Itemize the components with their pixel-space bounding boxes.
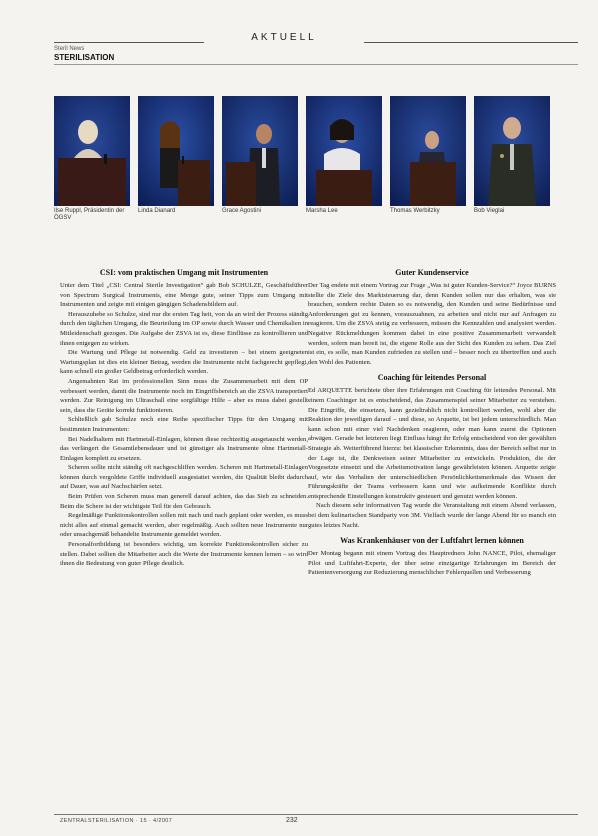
speaker-photo [54,96,130,206]
photo-caption: Grace Agostini [222,208,262,214]
article-paragraph: Herauszuhebe so Schulze, sind nur die ersten Tag heit, von da an wird der Prozess ständig durch den täglichen Umgang, die Beurteilung im OP sowie durch Wasser und Chemikalien in Mitleidenschaft gezogen. Die Aufgabe der ZSVA ist es, diese Einflüsse zu kontrollieren und ihnen entgegen zu wirken. [60,310,308,347]
page-number: 232 [286,817,298,824]
speaker-photo [306,96,382,206]
article-column-left [60,268,308,569]
header-rule-right [364,42,578,43]
article-heading: Guter Kundenservice [395,268,469,277]
article-paragraph: Schließlich gab Schulze noch eine Reihe spezifischer Tipps für den Umgang mit bestimmten Instrumenten: [60,416,308,433]
article-column-right [308,268,556,578]
article-paragraph: Angemahnten Rat im professionellen Sinn muss die Zusammenarbeit mit dem OP verbessert werden, damit die Instrumente noch im Eingriffsbereich an die ZSVA transportiert werden. Zur Reinigung im Ultraschall eine sorgfältige Hilfe – aber es muss dabei gestellt sein, dass die Geräte korrekt funktionieren. [60,377,308,414]
speaker-photo-image [54,96,130,206]
speaker-photo-image [138,96,214,206]
footer-divider [54,814,578,815]
speaker-photo [138,96,214,206]
article-heading: CSI: vom praktischen Umgang mit Instrumenten [99,268,269,277]
page-header [0,0,598,60]
photo-caption: Marsha Lee [306,208,338,214]
header-divider [54,64,578,65]
speaker-photo [474,96,550,206]
article-paragraph: Der Montag begann mit einem Vortrag des Hauptredners John NANCE, Pilot, ehemaliger Pilot und Luftfahrt-Experte, der über seine einzigartige Erfahrungen im Bereich der Patientenversorgung zur Reduzierung menschlicher Fehlerquellen und Verbesserung [308,550,556,577]
header-rule-left [54,42,204,43]
article-paragraph: Ed ARQUETTE berichtete über ihre Erfahrungen mit Coaching für leitendes Personal. Mit einem Coachinger ist es entscheidend, das Zusammenspiel seiner Mitarbeiter zu verstehen. Die Eingriffe, die einsetzen, kann gezieltrahlich nicht kontrolliert werden, wohl aber die Reaktion der jeweiligen darauf – und diese, so Arquette, ist bei jedem unterschiedlich. Man kann schon mit einer viel Nachdenken reagieren, oder man kann zuerst die Optionen abwägen. Gerade bei letzteren liegt Einfluss hängt ihr Erfolg entscheidend von der gewählten Strategie ab. Weiterführend hierzu: bei klassischer Erkenntnis, dass der Bereich selbst nur in der Lage ist, die Denkweisen seiner Mitarbeiter zu entwickeln. Produktion, die der Vorgesetzte einsetzt und die Arbeitsmotivation lange gewährleisten können. Arquette zeigte auf, wie das Verhalten der unterschiedlichen Persönlichkeitsmerkmale das Wissen der Führungskräfte der Teams verbessern kann und wie aufkeimende Konflikte durch entsprechende Einstellungen konstruktiv gesteuert und genutzt werden können. [308,387,556,500]
article-paragraph: Regelmäßige Funktionskontrollen sollen mit nach und nach geplant oder werden, es muss nicht alles auf einmal gemacht werden, aber regelmäßig. Auch sollten neue Instrumente nur oder unsachgemäß behandelte Instrumente gemeldet werden. [60,512,308,539]
article-paragraph: Die Wartung und Pflege ist notwendig. Geld zu investieren – bei einem geeigneten Wartungsplan ist dies ein kleiner Betrag, werden die Instrumente nicht fachgerecht gepflegt, kann schnell ein großer Geldbetrag erforderlich werden. [60,349,308,376]
article-paragraph: Beim Prüfen von Scheren muss man generell darauf achten, das das Sieb zu schneiden. Beim die Schere ist der wichtigste Teil für den Gebrauch. [60,493,308,510]
speaker-photo-image [474,96,550,206]
article-paragraph: Scheren sollte nicht ständig oft nachgeschliffen werden. Scheren mit Hartmetall-Einlagen können durch vergoldete Griffe individuell ausgestattet werden, die Qualität bleibt dadurch auf Dauer, was auf Nachschärfen setzt. [60,464,308,491]
speaker-photo [390,96,466,206]
photo-caption: Linda Dianard [138,208,176,214]
article-paragraph: Der Tag endete mit einem Vortrag zur Frage „Was ist guter Kunden-Service?“ Joyce BURNS stellte die Ziele des Marktsteuerung dar, denn Kunden sollen nur das erhalten, was sie brauchen, sondern rechte Daten so es notwendig, den Kunden und seine Bedürfnisse und Anforderungen gut zu kennen, vorauszuahnen, zu arbeiten und nicht nur auf Anfragen zu reagieren. Um die ZSVA stetig zu verbessern, müssen die Kennzahlen und analysiert werden. Negative Rückmeldungen kommen dabei in eine positive Zusammenarbeit verwandelt werden, sofern man bereit ist, die eigene Rolle aus der Sicht des Kunden zu sehen. Das Ziel ist ein, es solle, man Kunden zufrieden zu stellen und – besser noch zu übertreffen und auch den Wohl des Patienten. [308,282,556,366]
rubric-label: STERILISATION [54,53,115,62]
speaker-photo-image [390,96,466,206]
article-paragraph: Bei Nadelhaltern mit Hartmetall-Einlagen, können diese rechtzeitig ausgetauscht werden, das verlängert die Gesamtlebensdauer und ist günstiger als Instrumente ohne Hartmetall-Einlagen komplett zu ersetzen. [60,435,308,462]
photo-caption: Bob Vieglai [474,208,505,214]
article-heading: Was Krankenhäuser von der Luftfahrt lernen können [340,536,524,546]
speaker-photo [222,96,298,206]
journal-footer: ZENTRALSTERILISATION · 15 · 4/2007 [60,818,173,824]
speaker-photo-image [306,96,382,206]
article-paragraph: Personalfortbildung ist besonders wichtig, um korrekte Funktionskontrollen sicher zu stellen. Dabei sollten die Mitarbeiter auch die Werte der Instrumente kennen lernen – so wird ihnen die Bedeutung von guter Pflege deutlich. [60,541,308,568]
article-paragraph: Unter dem Titel „CSI: Central Sterile Investigation“ gab Bob SCHULZE, Geschäftsführer von Spectrum Surgical Instruments, eine Menge gute, seiner Tipps zum Umgang mit Instrumenten und zeigte mit einigen gängigen Schadensbildern auf. [60,282,308,309]
speaker-photo-image [222,96,298,206]
article-paragraph: Nach diesem sehr informativen Tag wurde die Veranstaltung mit einem Abend verlassen, bei dem kulinarischen Standparty von 3M. Vielfach wurde der lange Abend für so manch ein gutes letztes Nacht. [308,502,556,529]
article-heading: Coaching für leitendes Personal [377,373,487,383]
rubric-kicker: Steril News [54,46,85,52]
photo-caption: Thomas Werbitzky [390,208,440,214]
section-title: AKTUELL [251,32,317,43]
photo-caption: Ilse Ruppl, Präsidentin der ÖGSV [54,208,125,221]
speaker-photo-strip [54,96,558,220]
